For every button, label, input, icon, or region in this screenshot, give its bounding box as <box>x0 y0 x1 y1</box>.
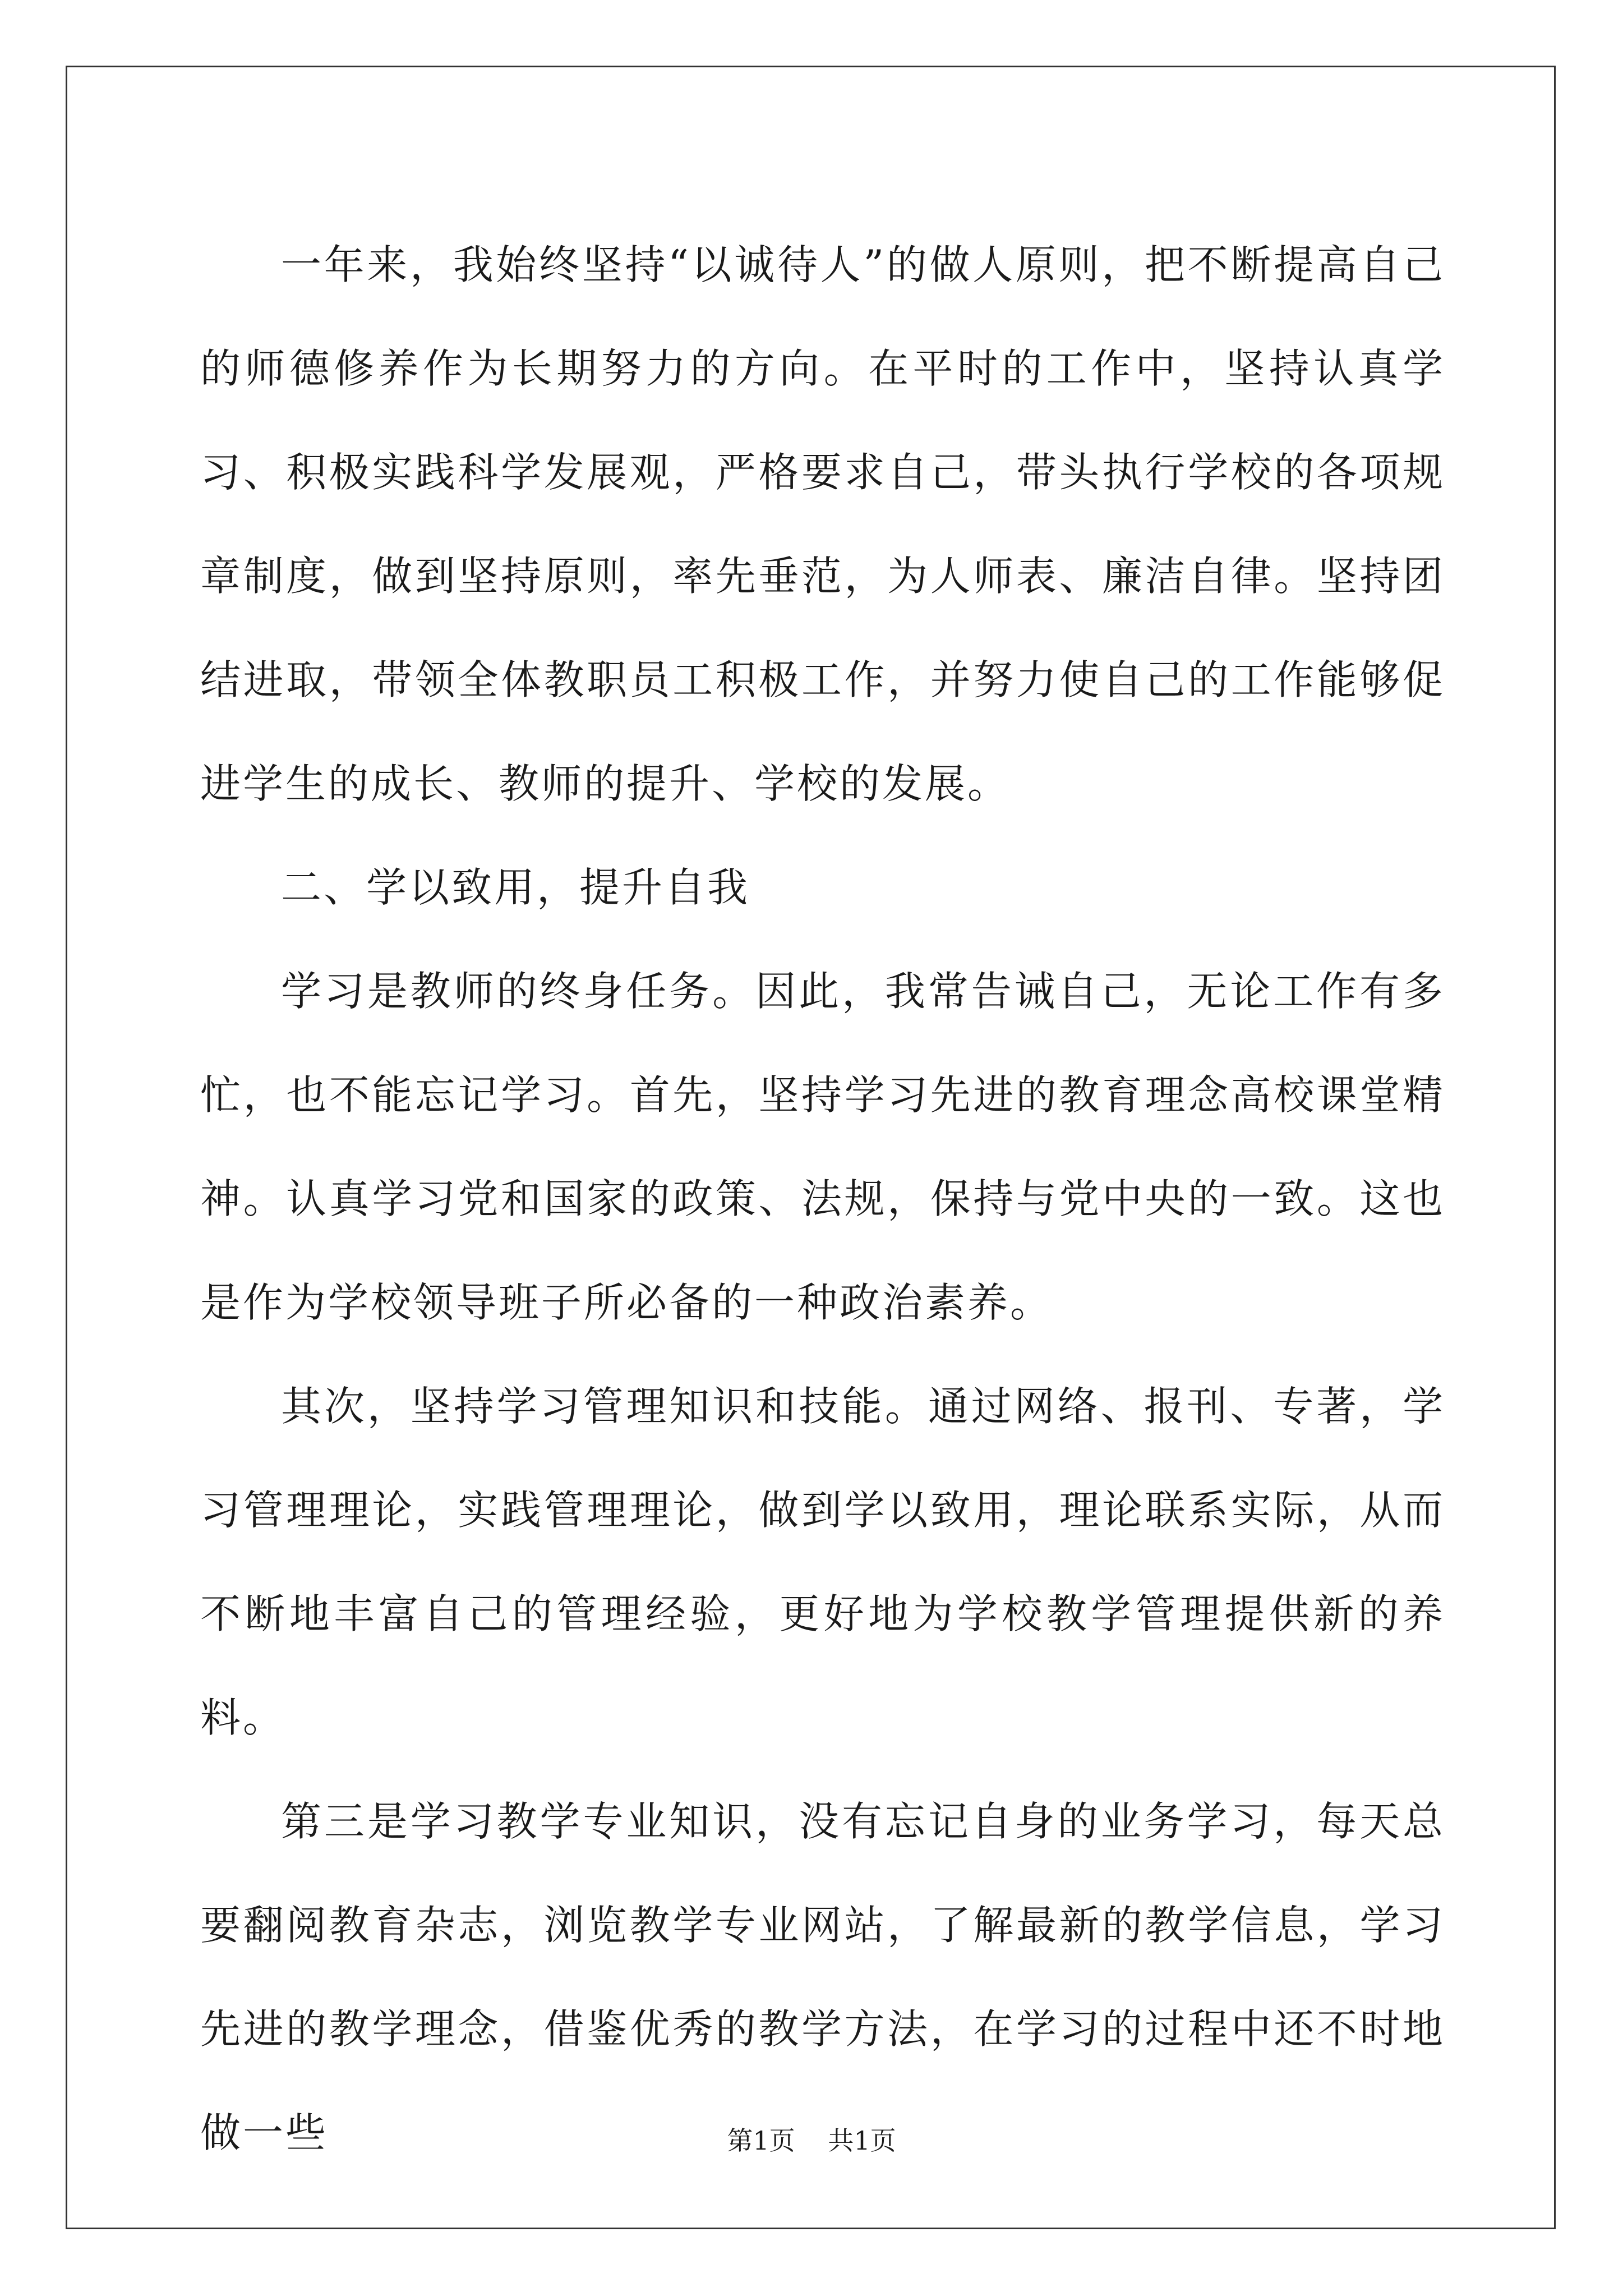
section-heading-learning: 二、学以致用，提升自我 <box>281 864 750 911</box>
page-number-total: 共1页 <box>828 2125 896 2156</box>
page-footer <box>0 2120 1623 2157</box>
paragraph-lifelong-learning: 学习是教师的终身任务。因此，我常告诫自己，无论工作有多忙，也不能忘记学习。首先，坚持学习先进的教育理念高校课堂精神。认真学习党和国家的政策、法规，保持与党中央的一致。这也是作为学校领导班子所必备的一种政治素养。 <box>200 968 1445 1326</box>
page-number-current: 第1页 <box>727 2125 795 2156</box>
paragraph-management-skills: 其次，坚持学习管理知识和技能。通过网络、报刊、专著，学习管理理论，实践管理理论，做到学以致用，理论联系实际，从而不断地丰富自己的管理经验，更好地为学校教学管理提供新的养料。 <box>200 1383 1445 1741</box>
paragraph-professional-knowledge: 第三是学习教学专业知识，没有忘记自身的业务学习，每天总要翻阅教育杂志，浏览教学专业网站，了解最新的教学信息，学习先进的教学理念，借鉴优秀的教学方法，在学习的过程中还不时地做一些 <box>200 1798 1445 2156</box>
paragraph-integrity: 一年来，我始终坚持“以诚待人”的做人原则，把不断提高自己的师德修养作为长期努力的方向。在平时的工作中，坚持认真学习、积极实践科学发展观，严格要求自己，带头执行学校的各项规章制度，做到坚持原则，率先垂范，为人师表、廉洁自律。坚持团结进取，带领全体教职员工积极工作，并努力使自己的工作能够促进学生的成长、教师的提升、学校的发展。 <box>200 241 1445 807</box>
document-body <box>200 213 1445 2185</box>
